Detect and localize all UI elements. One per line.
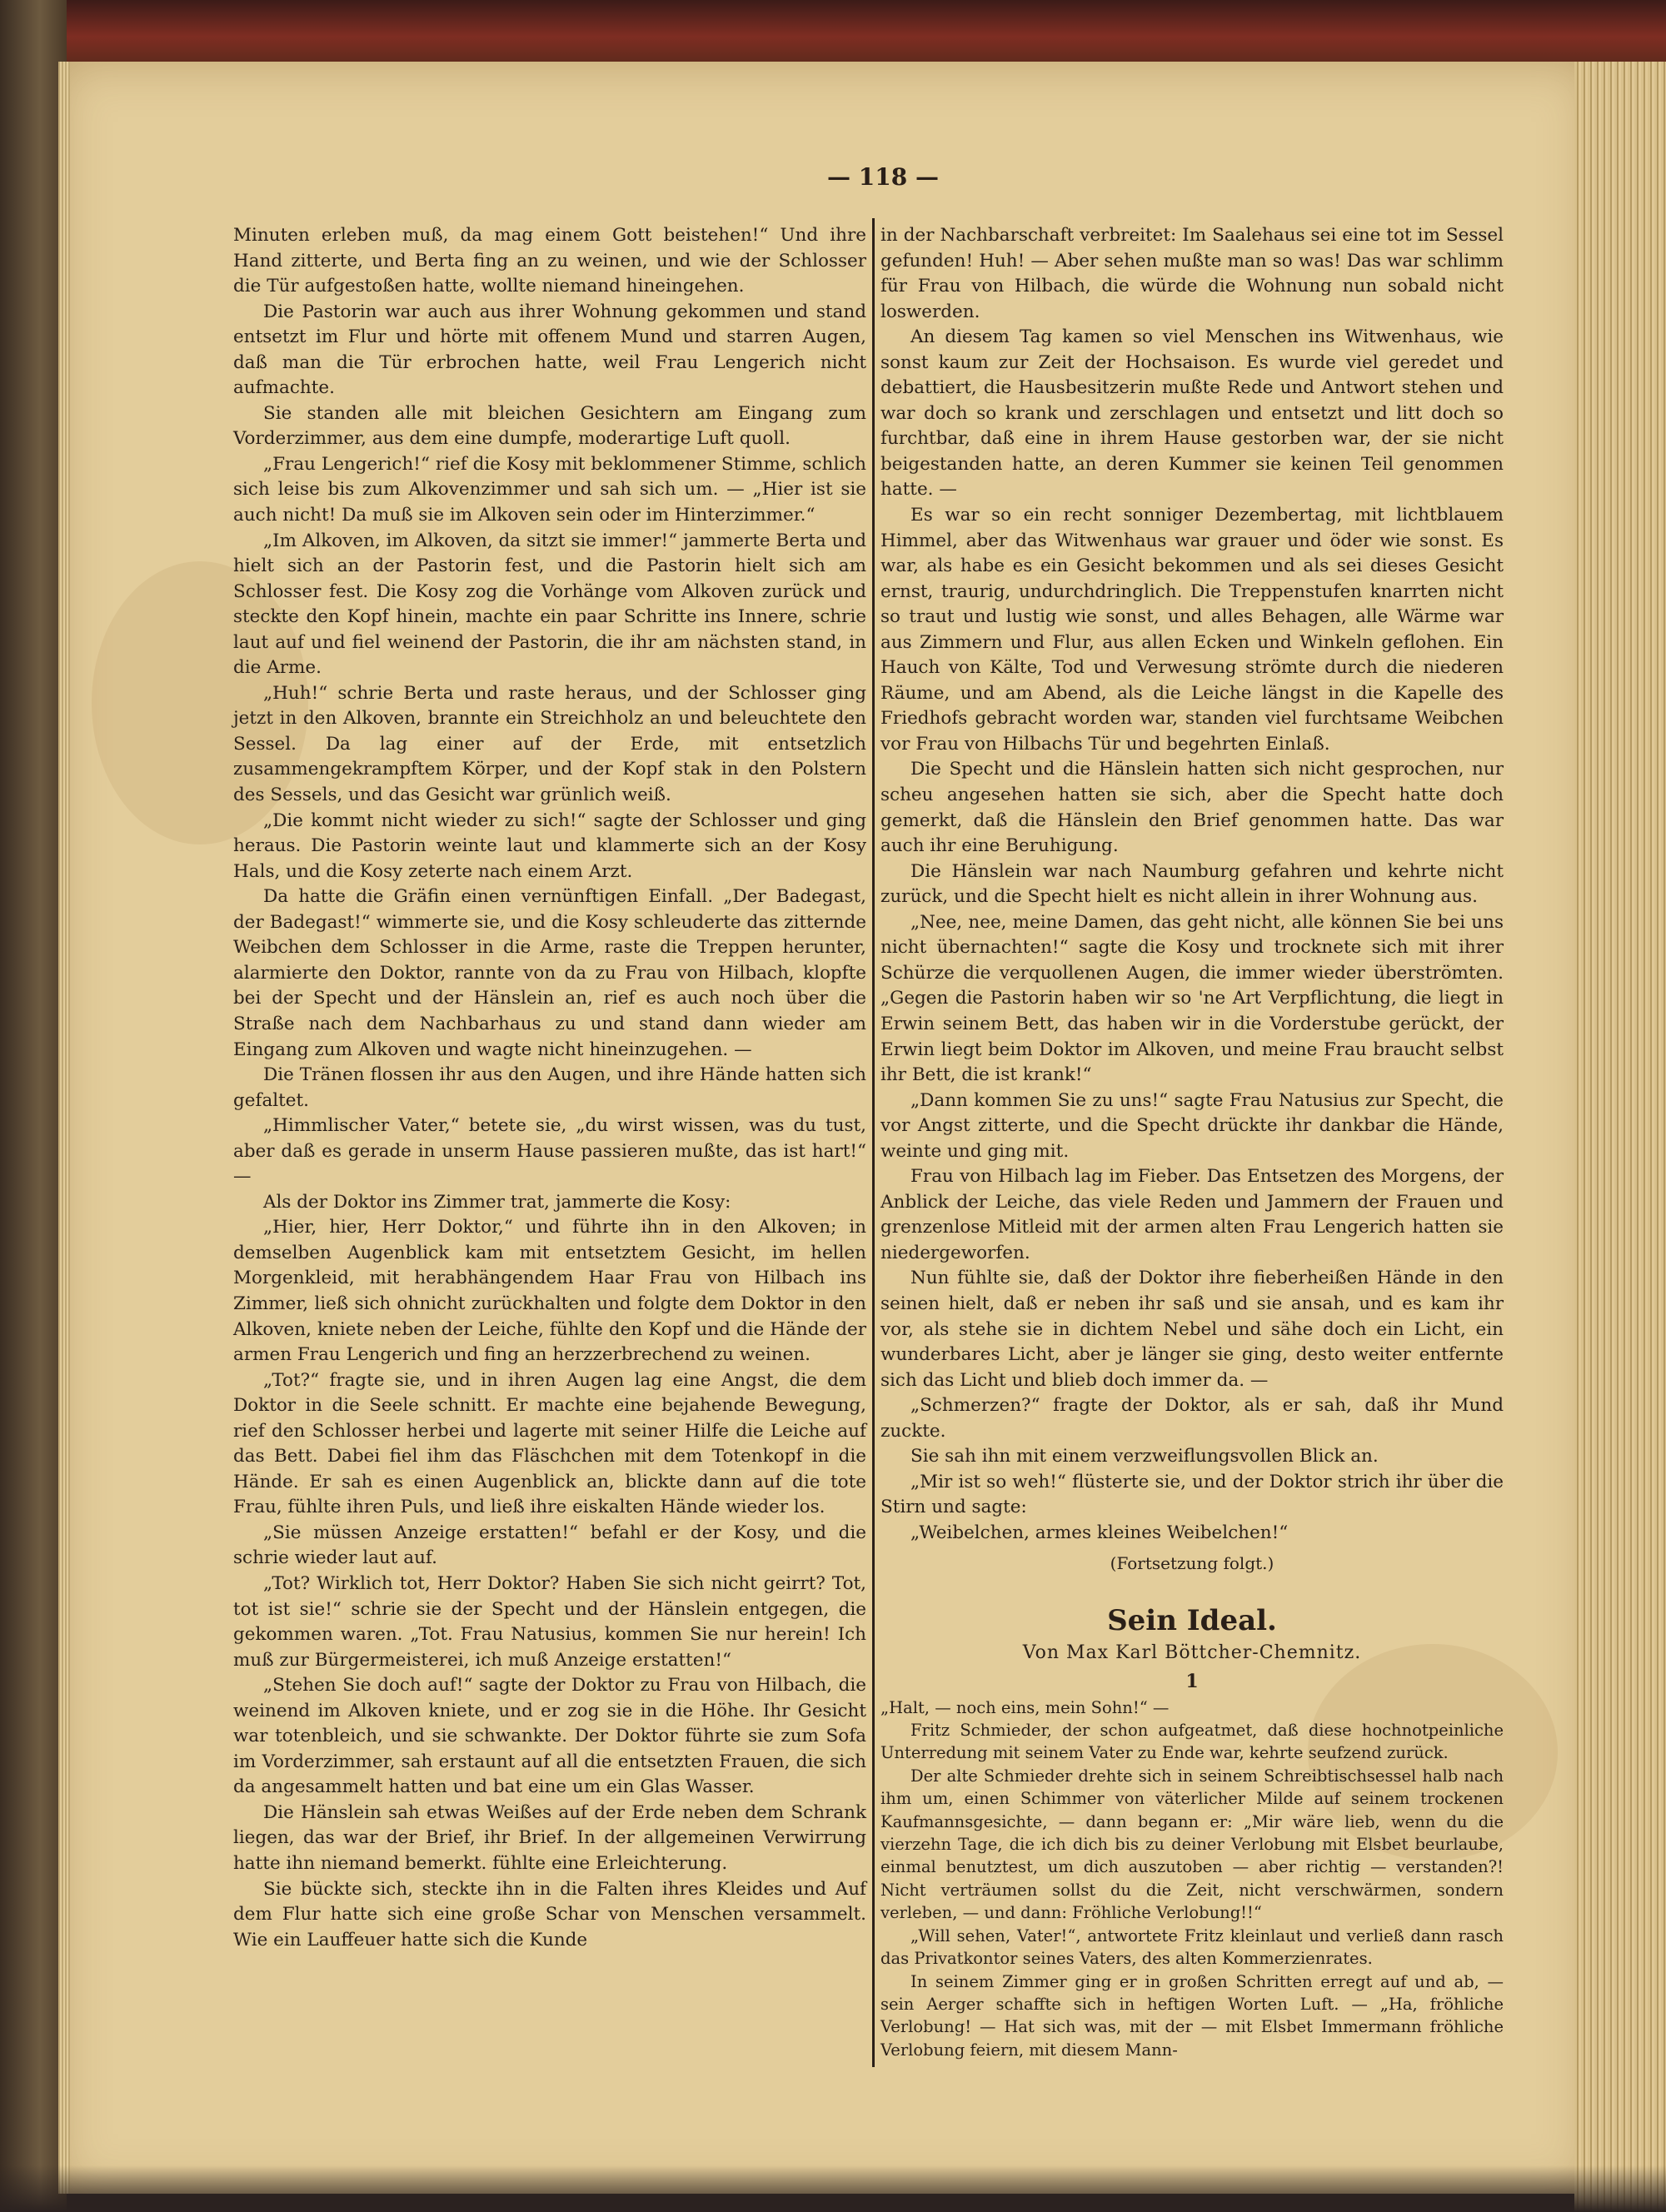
paragraph: „Huh!“ schrie Berta und raste heraus, und der Schlosser ging jetzt in den Alkoven, brannte ein Streichholz an und beleuchtete den Sessel. Da lag einer auf der Erde, mit entsetzlich zusammengekrampftem Körper, und der Kopf stak in den Polstern des Sessels, und das Gesicht war grünlich weiß. bbox=[233, 682, 866, 806]
paragraph: Die Hänslein sah etwas Weißes auf der Erde neben dem Schrank liegen, das war der Brief, ihr Brief. In der allgemeinen Verwirrung hatte ihn niemand bemerkt. fühlte eine Erleichterung. bbox=[233, 1801, 866, 1874]
story-title: Sein Ideal. bbox=[1107, 1603, 1277, 1637]
paragraph: Es war so ein recht sonniger Dezembertag, mit lichtblauem Himmel, aber das Witwenhaus war grauer und öder wie sonst. Es war, als habe es ein Gesicht bekommen und als sei dieses Gesicht ernst, traurig, undurchdringlich. Die Treppenstufen knarrten nicht so traut und lustig wie sonst, und alles Behagen, alle Wärme war aus Zimmern und Flur, aus allen Ecken und Winkeln geflohen. Ein Hauch von Kälte, Tod und Verwesung strömte durch die niederen Räume, und am Abend, als die Leiche längst in die Kapelle des Friedhofs gebracht worden war, standen viel furchtsame Weibchen vor Frau von Hilbachs Tür und begehrten Einlaß. bbox=[880, 505, 1504, 755]
paragraph: „Sie müssen Anzeige erstatten!“ befahl er der Kosy, und die schrie wieder laut auf. bbox=[233, 1522, 866, 1569]
paragraph: „Im Alkoven, im Alkoven, da sitzt sie immer!“ jammerte Berta und hielt sich an der Pastorin fest, und die Pastorin hielt sich am Schlosser fest. Die Kosy zog die Vorhänge vom Alkoven zurück und steckte den Kopf hinein, machte ein paar Schritte ins Innere, schrie laut auf und fiel weinend der Pastorin, die ihr am nächsten stand, in die Arme. bbox=[233, 530, 866, 679]
paragraph: „Schmerzen?“ fragte der Doktor, als er sah, daß ihr Mund zuckte. bbox=[880, 1395, 1504, 1442]
paragraph: „Will sehen, Vater!“, antwortete Fritz kleinlaut und verließ dann rasch das Privatkontor seines Vaters, des alten Kommerzienrates. bbox=[880, 1926, 1504, 1969]
paragraph: Sie sah ihn mit einem verzweiflungsvollen Blick an. bbox=[910, 1446, 1379, 1467]
paragraph: Die Hänslein war nach Naumburg gefahren und kehrte nicht zurück, und die Specht hielt es nicht allein in ihrer Wohnung aus. bbox=[880, 860, 1504, 908]
continuation-note: (Fortsetzung folgt.) bbox=[1110, 1553, 1274, 1574]
paragraph: Als der Doktor ins Zimmer trat, jammerte die Kosy: bbox=[263, 1191, 731, 1213]
paragraph: „Himmlischer Vater,“ betete sie, „du wirst wissen, was du tust, aber daß es gerade in unserm Hause passieren mußte, das ist hart!“ — bbox=[233, 1115, 866, 1188]
left-column bbox=[233, 223, 866, 2072]
paragraph: An diesem Tag kamen so viel Menschen ins Witwenhaus, wie sonst kaum zur Zeit der Hochsaison. Es wurde viel geredet und debattiert, die Hausbesitzerin mußte Rede und Antwort stehen und war doch so krank und zerschlagen und entsetzt und litt doch so furchtbar, daß eine in ihrem Hause gestorben war, der sie nicht beigestanden hatte, an deren Kummer sie keinen Teil genommen hatte. — bbox=[880, 326, 1504, 501]
paragraph: in der Nachbarschaft verbreitet: Im Saalehaus sei eine tot im Sessel gefunden! Huh! — Aber sehen mußte man so was! Das war schlimm für Frau von Hilbach, die würde die Wohnung nun sobald nicht loswerden. bbox=[880, 225, 1504, 322]
book-spine bbox=[0, 0, 67, 2212]
paragraph: „Frau Lengerich!“ rief die Kosy mit beklommener Stimme, schlich sich leise bis zum Alkovenzimmer und sah sich um. — „Hier ist sie auch nicht! Da muß sie im Alkoven sein oder im Hinterzimmer.“ bbox=[233, 453, 866, 526]
paragraph: Sie bückte sich, steckte ihn in die Falten ihres Kleides und Auf dem Flur hatte sich eine große Schar von Menschen versammelt. Wie ein Lauffeuer hatte sich die Kunde bbox=[233, 1878, 866, 1950]
book-binding-top bbox=[0, 0, 1666, 67]
paragraph: „Weibelchen, armes kleines Weibelchen!“ bbox=[910, 1522, 1289, 1543]
paragraph: Frau von Hilbach lag im Fieber. Das Entsetzen des Morgens, der Anblick der Leiche, das viele Reden und Jammern der Frauen und grenzenlose Mitleid mit der armen alten Frau Lengerich hatten sie niedergeworfen. bbox=[880, 1166, 1504, 1263]
story-byline: Von Max Karl Böttcher-Chemnitz. bbox=[1022, 1642, 1362, 1663]
paragraph: „Tot?“ fragte sie, und in ihren Augen lag eine Angst, die dem Doktor in die Seele schnitt. Er machte eine bejahende Bewegung, rief den Schlosser herbei und lagerte mit seiner Hilfe die Leiche auf das Bett. Dabei fiel ihm das Fläschchen mit dem Totenkopf in die Hände. Er sah es einen Augenblick an, blickte dann auf die tote Frau, fühlte ihren Puls, und ließ ihre eiskalten Hände wieder los. bbox=[233, 1369, 866, 1518]
chapter-number: 1 bbox=[1185, 1671, 1199, 1693]
paragraph: Die Pastorin war auch aus ihrer Wohnung gekommen und stand entsetzt im Flur und hörte mit offenem Mund und starren Augen, daß man die Tür erbrochen hatte, weil Frau Lengerich nicht aufmachte. bbox=[233, 301, 866, 399]
paragraph: Da hatte die Gräfin einen vernünftigen Einfall. „Der Badegast, der Badegast!“ wimmerte sie, und die Kosy schleuderte das zitternde Weibchen dem Schlosser in die Arme, raste die Treppen herunter, alarmierte den Doktor, rannte von da zu Frau von Hilbach, klopfte bei der Specht und der Hänslein an, rief es auch noch über die Straße nach dem Nachbarhaus zu und stand dann wieder am Eingang zum Alkoven und wagte nicht hineinzugehen. — bbox=[233, 886, 866, 1060]
page-edge-left bbox=[58, 62, 70, 2194]
paragraph: „Dann kommen Sie zu uns!“ sagte Frau Natusius zur Specht, die vor Angst zitterte, und die Specht drückte ihr dankbar die Hände, weinte und ging mit. bbox=[880, 1089, 1504, 1162]
paragraph: „Die kommt nicht wieder zu sich!“ sagte der Schlosser und ging heraus. Die Pastorin weinte laut und klammerte sich an der Kosy Hals, und die Kosy zeterte nach einem Arzt. bbox=[233, 810, 866, 882]
paragraph: „Mir ist so weh!“ flüsterte sie, und der Doktor strich ihr über die Stirn und sagte: bbox=[880, 1471, 1504, 1518]
paragraph: Sie standen alle mit bleichen Gesichtern am Eingang zum Vorderzimmer, aus dem eine dumpfe, moderartige Luft quoll. bbox=[233, 402, 866, 450]
paragraph: „Nee, nee, meine Damen, das geht nicht, alle können Sie bei uns nicht übernachten!“ sagte die Kosy und trocknete sich mit ihrer Schürze die verquollenen Augen, die immer wieder überströmten. „Gegen die Pastorin haben wir so 'ne Art Verpflichtung, die liegt in Erwin seinem Bett, das haben wir in die Vorderstube gerückt, der Erwin liegt beim Doktor im Alkoven, und meine Frau braucht selbst ihr Bett, die ist krank!“ bbox=[880, 911, 1504, 1086]
paragraph: „Hier, hier, Herr Doktor,“ und führte ihn in den Alkoven; in demselben Augenblick kam mit entsetztem Gesicht, im hellen Morgenkleid, mit herabhängendem Haar Frau von Hilbach ins Zimmer, ließ sich ohnicht zurückhalten und folgte dem Doktor in den Alkoven, kniete neben der Leiche, fühlte den Kopf und die Hände der armen Frau Lengerich und fing an herzzerbrechend zu weinen. bbox=[233, 1217, 866, 1366]
story-body bbox=[880, 1696, 1504, 2062]
paragraph: „Halt, — noch eins, mein Sohn!“ — bbox=[880, 1697, 1170, 1717]
paragraph: „Tot? Wirklich tot, Herr Doktor? Haben Sie sich nicht geirrt? Tot, tot ist sie!“ schrie sie der Specht und der Hänslein entgegen, die gekommen waren. „Tot. Frau Natusius, kommen Sie nur herein! Ich muß zur Bürgermeisterei, ich muß Anzeige erstatten!“ bbox=[233, 1572, 866, 1671]
paragraph: Fritz Schmieder, der schon aufgeatmet, daß diese hochnotpeinliche Unterredung mit seinem Vater zu Ende war, kehrte seufzend zurück. bbox=[880, 1721, 1504, 1763]
right-column bbox=[880, 223, 1504, 2072]
page-stack-edge bbox=[1574, 62, 1666, 2212]
bottom-shadow bbox=[0, 2165, 1666, 2212]
paragraph: In seinem Zimmer ging er in großen Schritten erregt auf und ab, — sein Aerger schaffte sich in heftigen Worten Luft. — „Ha, fröhliche Verlobung! — Hat sich was, mit der — mit Elsbet Immermann fröhliche Verlobung feiern, mit diesem Mann- bbox=[880, 1971, 1504, 2060]
paragraph: Nun fühlte sie, daß der Doktor ihre fieberheißen Hände in den seinen hielt, daß er neben ihr saß und sie ansah, und es kam ihr vor, als stehe sie in dichtem Nebel und sähe doch ein Licht, ein wunderbares Licht, aber je länger sie ging, desto weiter entfernte sich das Licht und blieb doch immer da. — bbox=[880, 1268, 1504, 1391]
paragraph: Der alte Schmieder drehte sich in seinem Schreibtischsessel halb nach ihm um, einen Schimmer von väterlicher Milde auf seinem trockenen Kaufmannsgesichte, — dann begann er: „Mir wäre lieb, wenn du die vierzehn Tage, die ich dich bis zu deiner Verlobung mit Elsbet beurlaube, einmal benutztest, um dich auszutoben — aber richtig — verstanden?! Nicht verträumen sollst du die Zeit, nicht verschwärmen, sondern verleben, — und dann: Fröhliche Verlobung!!“ bbox=[880, 1766, 1504, 1923]
page-number: — 118 — bbox=[827, 163, 939, 191]
paragraph: Die Tränen flossen ihr aus den Augen, und ihre Hände hatten sich gefaltet. bbox=[233, 1064, 866, 1111]
paragraph: „Stehen Sie doch auf!“ sagte der Doktor zu Frau von Hilbach, die weinend im Alkoven kniete, und er zog sie in die Höhe. Ihr Gesicht war totenbleich, und sie schwankte. Der Doktor führte sie zum Sofa im Vorderzimmer, sah erstaunt auf all die entsetzten Frauen, die sich da angesammelt hatten und bat eine um ein Glas Wasser. bbox=[233, 1675, 866, 1798]
paragraph: Minuten erleben muß, da mag einem Gott beistehen!“ Und ihre Hand zitterte, und Berta fing an zu weinen, und wie der Schlosser die Tür aufgestoßen hatte, wollte niemand hineingehen. bbox=[233, 225, 866, 297]
paragraph: Die Specht und die Hänslein hatten sich nicht gesprochen, nur scheu angesehen hatten sie sich, aber die Specht hatte doch gemerkt, daß die Hänslein den Brief genommen hatte. Das war auch ihr eine Beruhigung. bbox=[880, 759, 1504, 857]
column-divider bbox=[872, 218, 875, 2067]
